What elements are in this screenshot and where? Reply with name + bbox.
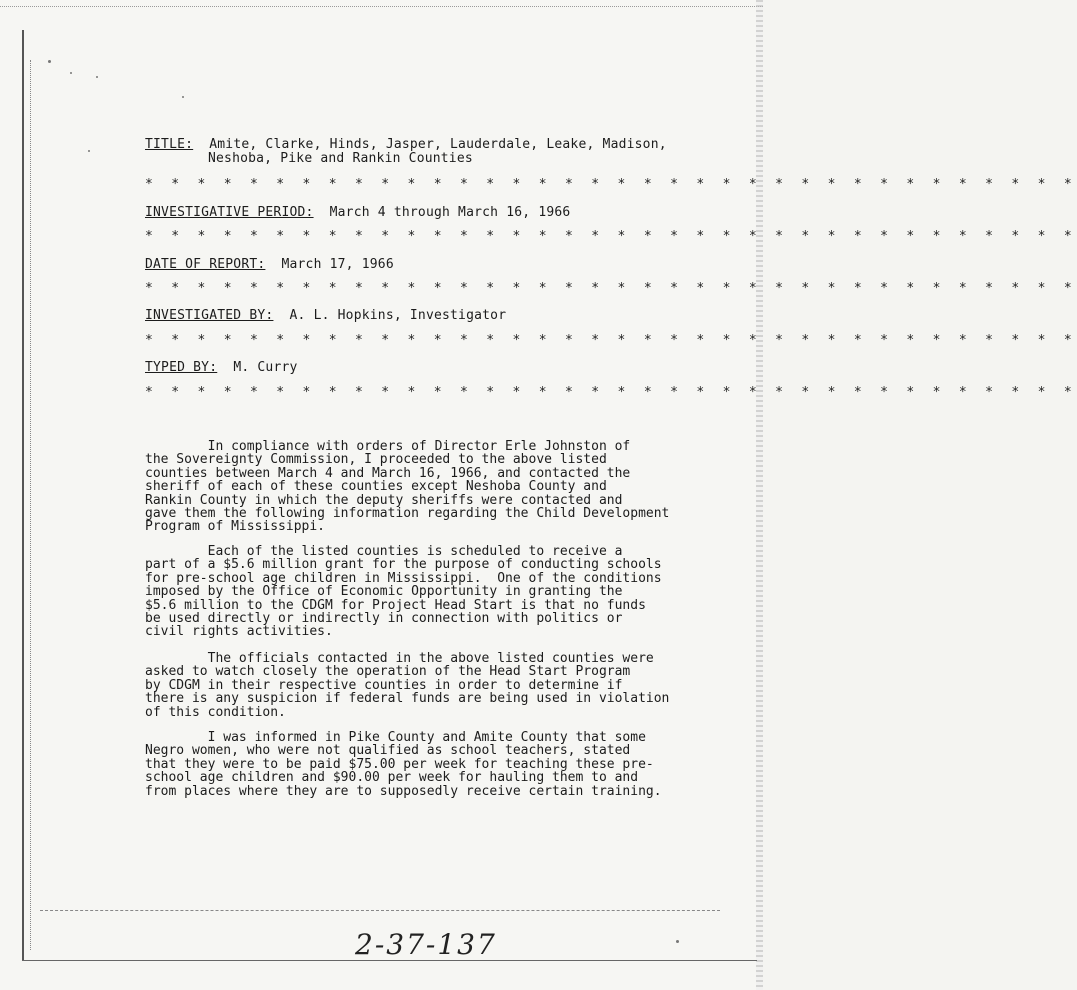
- paragraph-line: In compliance with orders of Director Erle Johnston of: [145, 439, 631, 454]
- speck: [676, 940, 679, 943]
- paragraph-line: The officials contacted in the above listed counties were: [145, 651, 654, 666]
- paragraph-line: from places where they are to supposedly receive certain training.: [145, 783, 662, 799]
- typed-value: M. Curry: [233, 360, 298, 375]
- paragraph-line: for pre-school age children in Mississippi. One of the conditions: [145, 570, 662, 586]
- separator-3: * * * * * * * * * * * * * * * * * * * * * * * * * * * * * * * * * * * *: [145, 281, 1077, 296]
- right-edge-noise: [756, 0, 763, 990]
- speck: [70, 72, 72, 74]
- left-margin-dots: [30, 60, 31, 950]
- separator-5: * * * * * * * * * * * * * * * * * * * * * * * * * * * * * * * * * * * *: [145, 385, 1077, 400]
- paragraph-line: gave them the following information regarding the Child Development: [145, 506, 670, 522]
- title-label: TITLE:: [145, 137, 194, 152]
- paragraph-line: school age children and $90.00 per week for hauling them to and: [145, 770, 639, 786]
- period-label: INVESTIGATIVE PERIOD:: [145, 205, 314, 220]
- separator-4: * * * * * * * * * * * * * * * * * * * * * * * * * * * * * * * * * * * *: [145, 333, 1077, 348]
- bottom-edge: [22, 960, 757, 961]
- investigated-label: INVESTIGATED BY:: [145, 308, 274, 323]
- investigated-line: [145, 309, 506, 323]
- speck: [182, 96, 184, 98]
- paragraph-line: the Sovereignty Commission, I proceeded to the above listed: [145, 452, 607, 468]
- paragraph-line: counties between March 4 and March 16, 1966, and contacted the: [145, 465, 631, 481]
- paragraph-line: Each of the listed counties is scheduled to receive a: [145, 544, 623, 559]
- top-edge: [0, 0, 763, 7]
- typed-label: TYPED BY:: [145, 360, 218, 375]
- paragraph-line: part of a $5.6 million grant for the purpose of conducting schools: [145, 557, 662, 573]
- paragraph-2: [145, 545, 685, 639]
- paragraph-line: Program of Mississippi.: [145, 519, 326, 535]
- separator-1: * * * * * * * * * * * * * * * * * * * * * * * * * * * * * * * * * * * *: [145, 177, 1077, 192]
- paragraph-line: that they were to be paid $75.00 per week for teaching these pre-: [145, 756, 654, 772]
- title-line-2: Neshoba, Pike and Rankin Counties: [208, 151, 473, 166]
- title-value-1: Amite, Clarke, Hinds, Jasper, Lauderdale, Leake, Madison,: [209, 137, 667, 152]
- paragraph-line: there is any suspicion if federal funds are being used in violation: [145, 691, 670, 707]
- date-label: DATE OF REPORT:: [145, 257, 266, 272]
- paragraph-line: civil rights activities.: [145, 624, 333, 640]
- paragraph-line: $5.6 million to the CDGM for Project Head Start is that no funds: [145, 597, 646, 613]
- period-line: [145, 206, 570, 220]
- date-value: March 17, 1966: [281, 257, 394, 272]
- bottom-rule: [40, 910, 720, 911]
- typed-line: [145, 361, 298, 375]
- speck: [96, 76, 98, 78]
- investigated-value: A. L. Hopkins, Investigator: [289, 308, 507, 323]
- paragraph-line: by CDGM in their respective counties in order to determine if: [145, 677, 623, 693]
- paragraph-line: imposed by the Office of Economic Opportunity in granting the: [145, 584, 623, 600]
- paragraph-line: be used directly or indirectly in connection with politics or: [145, 611, 623, 627]
- paragraph-4: [145, 731, 685, 798]
- date-line: [145, 258, 394, 272]
- left-margin-line: [22, 30, 24, 960]
- separator-2: * * * * * * * * * * * * * * * * * * * * * * * * * * * * * * * * * * * *: [145, 229, 1077, 244]
- paragraph-1: [145, 440, 685, 534]
- speck: [88, 150, 90, 152]
- paragraph-line: I was informed in Pike County and Amite County that some: [145, 730, 646, 745]
- period-value: March 4 through March 16, 1966: [329, 205, 571, 220]
- speck: [48, 60, 51, 63]
- paragraph-line: of this condition.: [145, 704, 286, 720]
- paragraph-line: Rankin County in which the deputy sheriffs were contacted and: [145, 492, 623, 508]
- paragraph-line: asked to watch closely the operation of the Head Start Program: [145, 664, 631, 680]
- paragraph-line: Negro women, who were not qualified as school teachers, stated: [145, 743, 631, 759]
- paragraph-3: [145, 652, 685, 719]
- handwritten-page-number: 2-37-137: [355, 928, 497, 961]
- title-line-1: [145, 138, 667, 152]
- paragraph-line: sheriff of each of these counties except Neshoba County and: [145, 479, 607, 495]
